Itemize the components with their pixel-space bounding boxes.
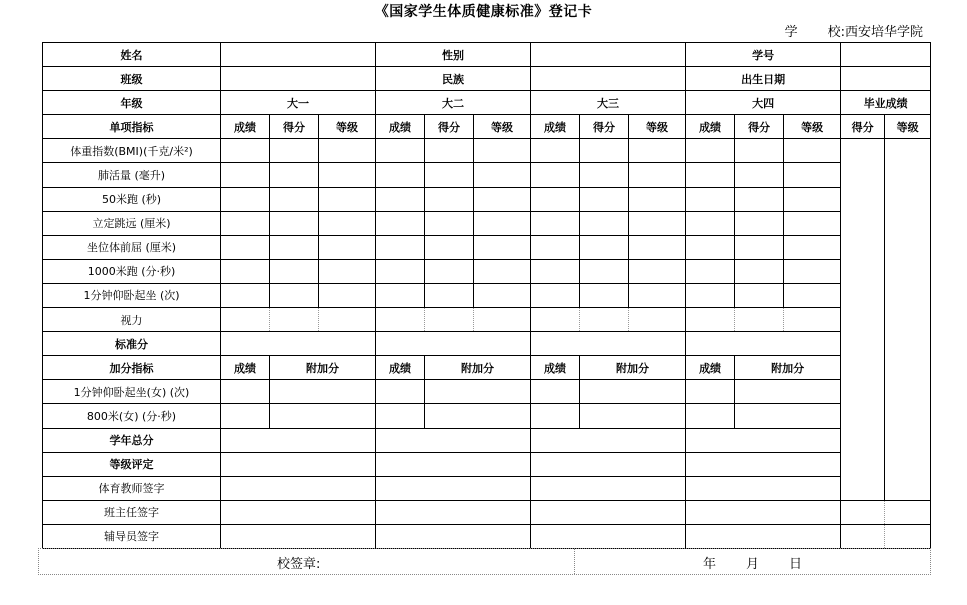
table-cell[interactable] xyxy=(686,235,735,259)
table-cell[interactable] xyxy=(531,283,580,307)
grade-label: 年级 xyxy=(43,91,221,115)
class-value[interactable] xyxy=(221,67,376,91)
year-2-header: 大二 xyxy=(376,91,531,115)
table-cell[interactable] xyxy=(580,211,629,235)
table-cell[interactable] xyxy=(686,500,841,524)
table-cell[interactable] xyxy=(531,500,686,524)
table-cell[interactable] xyxy=(735,259,784,283)
item-row-label: 立定跳远 (厘米) xyxy=(43,211,221,235)
table-cell[interactable] xyxy=(686,524,841,548)
table-cell[interactable] xyxy=(221,308,270,332)
table-cell[interactable] xyxy=(376,500,531,524)
rating-row xyxy=(43,452,931,476)
table-cell[interactable] xyxy=(885,500,931,524)
bonus-item-label: 1分钟仰卧起坐(女) (次) xyxy=(43,380,221,404)
table-cell[interactable] xyxy=(319,163,376,187)
col-level: 等级 xyxy=(474,115,531,139)
table-cell[interactable] xyxy=(531,235,580,259)
student-id-value[interactable] xyxy=(841,43,931,67)
name-value[interactable] xyxy=(221,43,376,67)
table-cell[interactable] xyxy=(270,380,376,404)
table-cell[interactable] xyxy=(425,211,474,235)
item-row-label: 1000米跑 (分·秒) xyxy=(43,259,221,283)
table-cell[interactable] xyxy=(735,380,841,404)
table-cell[interactable] xyxy=(221,187,270,211)
table-cell[interactable] xyxy=(580,259,629,283)
footer-seal-bar xyxy=(38,548,931,575)
table-row xyxy=(43,308,931,332)
table-cell[interactable] xyxy=(686,332,841,356)
table-cell[interactable] xyxy=(580,308,629,332)
head-teacher-sign-row xyxy=(43,500,931,524)
table-cell[interactable] xyxy=(376,235,425,259)
table-cell[interactable] xyxy=(531,308,580,332)
table-cell[interactable] xyxy=(376,332,531,356)
info-row-1 xyxy=(43,43,931,67)
table-cell[interactable] xyxy=(531,380,580,404)
school-name: 校:西安培华学院 xyxy=(827,25,923,40)
col-level: 等级 xyxy=(629,115,686,139)
table-cell[interactable] xyxy=(686,476,841,500)
table-cell[interactable] xyxy=(221,235,270,259)
table-cell[interactable] xyxy=(221,524,376,548)
table-cell[interactable] xyxy=(376,211,425,235)
table-cell[interactable] xyxy=(841,524,885,548)
table-cell[interactable] xyxy=(270,163,319,187)
bonus-col-score: 成绩 xyxy=(376,356,425,380)
table-cell[interactable] xyxy=(580,163,629,187)
table-cell[interactable] xyxy=(474,259,531,283)
page-title: 《国家学生体质健康标准》登记卡 xyxy=(374,4,593,20)
table-cell[interactable] xyxy=(531,428,686,452)
table-cell[interactable] xyxy=(686,452,841,476)
table-cell[interactable] xyxy=(270,404,376,428)
item-row-label: 肺活量 (毫升) xyxy=(43,163,221,187)
table-cell[interactable] xyxy=(686,163,735,187)
table-cell[interactable] xyxy=(319,235,376,259)
table-row xyxy=(43,187,931,211)
table-cell[interactable] xyxy=(376,380,425,404)
item-row-label: 体重指数(BMI)(千克/米²) xyxy=(43,139,221,163)
bonus-col-score: 成绩 xyxy=(531,356,580,380)
table-cell[interactable] xyxy=(531,404,580,428)
table-cell[interactable] xyxy=(319,211,376,235)
table-cell[interactable] xyxy=(580,235,629,259)
table-cell[interactable] xyxy=(531,452,686,476)
col-points: 得分 xyxy=(425,115,474,139)
table-cell[interactable] xyxy=(629,139,686,163)
bonus-header-row xyxy=(43,356,931,380)
table-cell[interactable] xyxy=(425,235,474,259)
ethnicity-value[interactable] xyxy=(531,67,686,91)
table-row xyxy=(43,404,931,428)
table-cell[interactable] xyxy=(686,187,735,211)
table-cell[interactable] xyxy=(686,283,735,307)
table-cell[interactable] xyxy=(531,259,580,283)
table-cell[interactable] xyxy=(221,500,376,524)
table-cell[interactable] xyxy=(376,452,531,476)
table-cell[interactable] xyxy=(735,404,841,428)
table-cell[interactable] xyxy=(270,283,319,307)
class-label: 班级 xyxy=(43,67,221,91)
table-cell[interactable] xyxy=(629,163,686,187)
bonus-col-score: 成绩 xyxy=(221,356,270,380)
table-cell[interactable] xyxy=(735,211,784,235)
table-cell[interactable] xyxy=(474,235,531,259)
rating-label: 等级评定 xyxy=(43,452,221,476)
table-cell[interactable] xyxy=(270,211,319,235)
table-row xyxy=(43,211,931,235)
table-cell[interactable] xyxy=(531,187,580,211)
table-cell[interactable] xyxy=(531,332,686,356)
school-label-a: 学 xyxy=(784,25,798,40)
table-cell[interactable] xyxy=(686,259,735,283)
table-cell[interactable] xyxy=(319,139,376,163)
table-cell[interactable] xyxy=(580,283,629,307)
table-cell[interactable] xyxy=(221,428,376,452)
item-label: 单项指标 xyxy=(43,115,221,139)
table-cell[interactable] xyxy=(376,283,425,307)
table-cell[interactable] xyxy=(531,139,580,163)
standard-score-label: 标准分 xyxy=(43,332,221,356)
name-label: 姓名 xyxy=(43,43,221,67)
table-cell[interactable] xyxy=(629,308,686,332)
table-cell[interactable] xyxy=(735,163,784,187)
bonus-col-extra: 附加分 xyxy=(580,356,686,380)
student-id-label: 学号 xyxy=(686,43,841,67)
table-cell[interactable] xyxy=(735,235,784,259)
table-cell[interactable] xyxy=(735,283,784,307)
table-cell[interactable] xyxy=(784,163,841,187)
table-cell[interactable] xyxy=(221,211,270,235)
info-row-2 xyxy=(43,67,931,91)
table-cell[interactable] xyxy=(221,452,376,476)
table-cell[interactable] xyxy=(376,308,425,332)
gender-value[interactable] xyxy=(531,43,686,67)
table-cell[interactable] xyxy=(474,163,531,187)
birthdate-value[interactable] xyxy=(841,67,931,91)
table-cell[interactable] xyxy=(885,524,931,548)
table-cell[interactable] xyxy=(580,139,629,163)
bonus-col-extra: 附加分 xyxy=(735,356,841,380)
year-total-row xyxy=(43,428,931,452)
footer-divider xyxy=(574,549,575,574)
year-3-header: 大三 xyxy=(531,91,686,115)
table-cell[interactable] xyxy=(425,139,474,163)
date-year-label: 年 xyxy=(703,557,717,572)
school-line xyxy=(785,21,923,40)
table-cell[interactable] xyxy=(531,524,686,548)
date-day-label: 日 xyxy=(789,557,803,572)
table-cell[interactable] xyxy=(221,476,376,500)
table-cell[interactable] xyxy=(629,211,686,235)
graduation-header: 毕业成绩 xyxy=(841,91,931,115)
table-cell[interactable] xyxy=(221,404,270,428)
col-level: 等级 xyxy=(784,115,841,139)
date-month-label: 月 xyxy=(746,557,760,572)
table-cell[interactable] xyxy=(474,283,531,307)
table-cell[interactable] xyxy=(270,139,319,163)
counselor-label: 辅导员签字 xyxy=(43,524,221,548)
table-row xyxy=(43,259,931,283)
table-cell[interactable] xyxy=(425,259,474,283)
table-cell[interactable] xyxy=(531,211,580,235)
table-cell[interactable] xyxy=(686,380,735,404)
table-cell[interactable] xyxy=(686,139,735,163)
table-cell[interactable] xyxy=(376,428,531,452)
table-cell[interactable] xyxy=(686,308,735,332)
pe-teacher-label: 体育教师签字 xyxy=(43,476,221,500)
table-cell[interactable] xyxy=(221,332,376,356)
table-cell[interactable] xyxy=(376,404,425,428)
item-row-label: 50米跑 (秒) xyxy=(43,187,221,211)
gender-label: 性别 xyxy=(376,43,531,67)
year-total-label: 学年总分 xyxy=(43,428,221,452)
pe-teacher-sign-row xyxy=(43,476,931,500)
table-cell[interactable] xyxy=(270,235,319,259)
table-cell[interactable] xyxy=(319,259,376,283)
year-header-row xyxy=(43,91,931,115)
table-cell[interactable] xyxy=(686,428,841,452)
column-header-row xyxy=(43,115,931,139)
graduation-level-cell[interactable] xyxy=(885,139,931,500)
table-cell[interactable] xyxy=(629,235,686,259)
table-cell[interactable] xyxy=(221,259,270,283)
table-row xyxy=(43,163,931,187)
table-cell[interactable] xyxy=(270,187,319,211)
table-cell[interactable] xyxy=(376,163,425,187)
table-cell[interactable] xyxy=(784,187,841,211)
table-row xyxy=(43,235,931,259)
table-cell[interactable] xyxy=(580,380,686,404)
table-cell[interactable] xyxy=(531,476,686,500)
year-1-header: 大一 xyxy=(221,91,376,115)
table-cell[interactable] xyxy=(784,235,841,259)
table-cell[interactable] xyxy=(221,163,270,187)
table-cell[interactable] xyxy=(629,187,686,211)
table-cell[interactable] xyxy=(319,283,376,307)
table-cell[interactable] xyxy=(735,308,784,332)
table-cell[interactable] xyxy=(474,308,531,332)
table-cell[interactable] xyxy=(425,308,474,332)
table-cell[interactable] xyxy=(784,259,841,283)
date-fields xyxy=(703,553,832,572)
table-cell[interactable] xyxy=(686,211,735,235)
table-cell[interactable] xyxy=(425,283,474,307)
table-cell[interactable] xyxy=(376,187,425,211)
table-cell[interactable] xyxy=(425,404,531,428)
table-row xyxy=(43,380,931,404)
seal-label: 校签章: xyxy=(277,557,321,572)
table-cell[interactable] xyxy=(629,283,686,307)
bonus-label: 加分指标 xyxy=(43,356,221,380)
counselor-sign-row xyxy=(43,524,931,548)
col-score: 成绩 xyxy=(221,115,270,139)
table-cell[interactable] xyxy=(841,500,885,524)
standard-score-row xyxy=(43,332,931,356)
graduation-points-cell[interactable] xyxy=(841,139,885,500)
year-4-header: 大四 xyxy=(686,91,841,115)
col-level: 等级 xyxy=(319,115,376,139)
col-points: 得分 xyxy=(270,115,319,139)
table-cell[interactable] xyxy=(319,187,376,211)
table-cell[interactable] xyxy=(376,259,425,283)
graduation-level-header: 等级 xyxy=(885,115,931,139)
table-cell[interactable] xyxy=(221,283,270,307)
table-cell[interactable] xyxy=(580,187,629,211)
table-cell[interactable] xyxy=(784,211,841,235)
col-score: 成绩 xyxy=(686,115,735,139)
table-cell[interactable] xyxy=(531,163,580,187)
table-row xyxy=(43,283,931,307)
table-cell[interactable] xyxy=(686,404,735,428)
table-cell[interactable] xyxy=(784,139,841,163)
head-teacher-label: 班主任签字 xyxy=(43,500,221,524)
col-points: 得分 xyxy=(735,115,784,139)
table-cell[interactable] xyxy=(270,259,319,283)
item-row-label: 1分钟仰卧起坐 (次) xyxy=(43,283,221,307)
item-row-label: 视力 xyxy=(43,308,221,332)
table-cell[interactable] xyxy=(376,524,531,548)
item-row-label: 坐位体前屈 (厘米) xyxy=(43,235,221,259)
table-cell[interactable] xyxy=(629,259,686,283)
bonus-item-label: 800米(女) (分·秒) xyxy=(43,404,221,428)
table-cell[interactable] xyxy=(376,476,531,500)
table-cell[interactable] xyxy=(784,308,841,332)
table-cell[interactable] xyxy=(425,380,531,404)
graduation-points-header: 得分 xyxy=(841,115,885,139)
bonus-col-extra: 附加分 xyxy=(425,356,531,380)
table-cell[interactable] xyxy=(319,308,376,332)
col-points: 得分 xyxy=(580,115,629,139)
table-cell[interactable] xyxy=(474,211,531,235)
bonus-col-score: 成绩 xyxy=(686,356,735,380)
table-cell[interactable] xyxy=(376,139,425,163)
registration-card-table xyxy=(42,42,931,549)
birthdate-label: 出生日期 xyxy=(686,67,841,91)
table-cell[interactable] xyxy=(735,139,784,163)
table-cell[interactable] xyxy=(580,404,686,428)
table-cell[interactable] xyxy=(474,139,531,163)
table-cell[interactable] xyxy=(270,308,319,332)
bonus-col-extra: 附加分 xyxy=(270,356,376,380)
table-cell[interactable] xyxy=(425,163,474,187)
table-cell[interactable] xyxy=(221,139,270,163)
table-cell[interactable] xyxy=(221,380,270,404)
table-cell[interactable] xyxy=(735,187,784,211)
col-score: 成绩 xyxy=(531,115,580,139)
ethnicity-label: 民族 xyxy=(376,67,531,91)
table-cell[interactable] xyxy=(784,283,841,307)
col-score: 成绩 xyxy=(376,115,425,139)
table-cell[interactable] xyxy=(425,187,474,211)
table-cell[interactable] xyxy=(474,187,531,211)
table-row xyxy=(43,139,931,163)
